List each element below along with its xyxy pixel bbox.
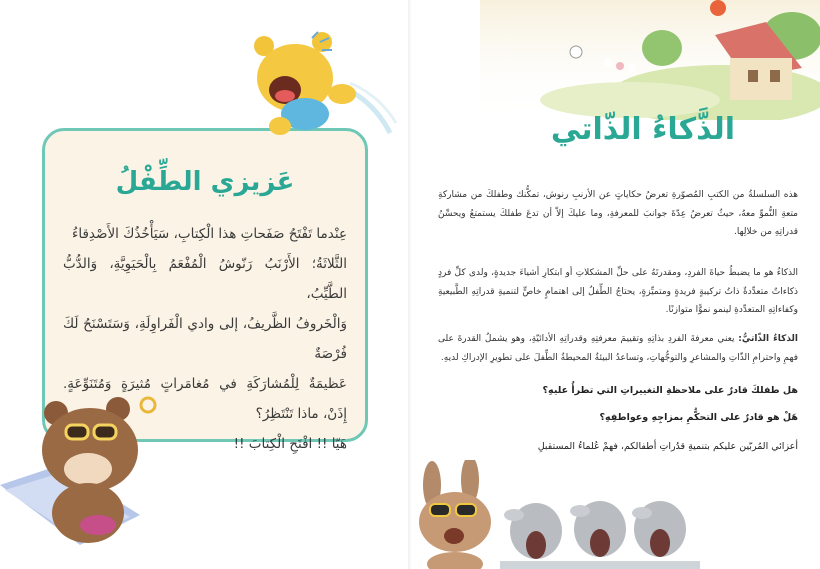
rabbit-sunglasses-illustration	[410, 460, 505, 569]
card-line: عِنْدما تَفْتَحُ صَفَحاتِ هذا الْكِتابِ، سَيَأْخُذُكَ الأَصْدِقاءُ	[71, 226, 347, 242]
card-title: عَزيزي الطِّفْلُ	[115, 167, 295, 197]
card-line: الثَّلاثَةُ؛ الأَرْنَبُ رَنّوشُ الْمُفْعَمُ بِالْحَيَوِيَّةِ، وَالدُّبُّ الطَّيِّبُ،	[63, 256, 347, 302]
jumping-bear-illustration	[250, 28, 400, 143]
question-2: هَلْ هو قادرٌ على التحكُّمِ بمزاجِهِ وعواطفِهِ؟	[599, 412, 798, 423]
self-intelligence-paragraph	[438, 330, 798, 367]
closing-line: أعزائي المُربّين عليكم بتنميةِ قدُراتِ أطفالكم، فهمْ عُلماءُ المستقبلِ	[537, 441, 798, 452]
card-line: هَيّا !! افْتَحِ الْكِتابَ !!	[233, 436, 347, 452]
question-1: هل طفلكَ قادرٌ على ملاحظةِ التغييراتِ التي تطرأُ عليهِ؟	[542, 385, 798, 396]
self-intelligence-term: الذكاءُ الذّاتيُّ:	[738, 334, 798, 344]
intelligence-paragraph: الذكاءُ هو ما يضبطُ حياةَ الفردِ، ومقدرتَهُ على حلِّ المشكلاتِ أو ابتكارِ أشياءَ جديدةٍ، ولدى كلِّ فردٍ ذكاءاتٌ متعدِّدةٌ ذاتُ تركيبةٍ فريدةٍ ومتميِّزةٍ، يحتاجُ الطِّفلُ إلى اهتمامٍ خاصٍّ لتنميةِ قدراتِهِ الطَّبيعيةِ وكفاءاتِهِ المتعدِّدةِ لينمو نموًّا متوازنًا.	[438, 268, 798, 315]
sunglasses-hamster-illustration	[0, 395, 180, 569]
village-house-illustration	[480, 0, 820, 120]
self-intelligence-definition: يعني معرفةَ الفردِ بذاتِهِ وتقييمَ معرفتِهِ وقدراتِهِ الأدائيّةِ، وهو يشملُ القدرةَ على فهمِ واحترامِ الذّاتِ والمشاعرِ والتوجُّهاتِ، وتساعدُ البيئةُ المحيطةُ الطِّفلَ على تطويرِ الإدراكِ لديهِ.	[438, 334, 798, 363]
intro-paragraph: هذه السلسلةُ من الكتبِ المُصوّرةِ تعرضُ حكاياتٍ عن الأرنبِ رنوش، تمكُّنك وطفلكَ من مشاركةِ متعةِ النُّموِّ معهُ، حيثُ تعرضُ عِدّةَ جوانبَ للمعرفةِ، وما عليكَ إلاّ أن تدعَ طفلكَ يستمتعُ ويحسِّنُ قدراتِهِ من خلالِها.	[438, 190, 798, 237]
card-line: وَالْخَروفُ الظَّريفُ، إلى وادي الْفَراوِلَةِ، وَسَتَسْنَحُ لَكَ فُرْصَةٌ	[63, 316, 347, 362]
book-gutter	[408, 0, 412, 569]
singing-sheep-illustration	[500, 485, 700, 569]
right-page	[410, 0, 820, 569]
page-title: الذَّكاءُ الذّاتي	[550, 112, 735, 147]
card-line: عَظيمَةٌ لِلْمُشارَكَةِ في مُغامَراتٍ مُثيرَةٍ وَمُتَنَوِّعَةٍ. إِذَنْ، ماذا تَنْتَظِرُ؟	[63, 376, 347, 422]
